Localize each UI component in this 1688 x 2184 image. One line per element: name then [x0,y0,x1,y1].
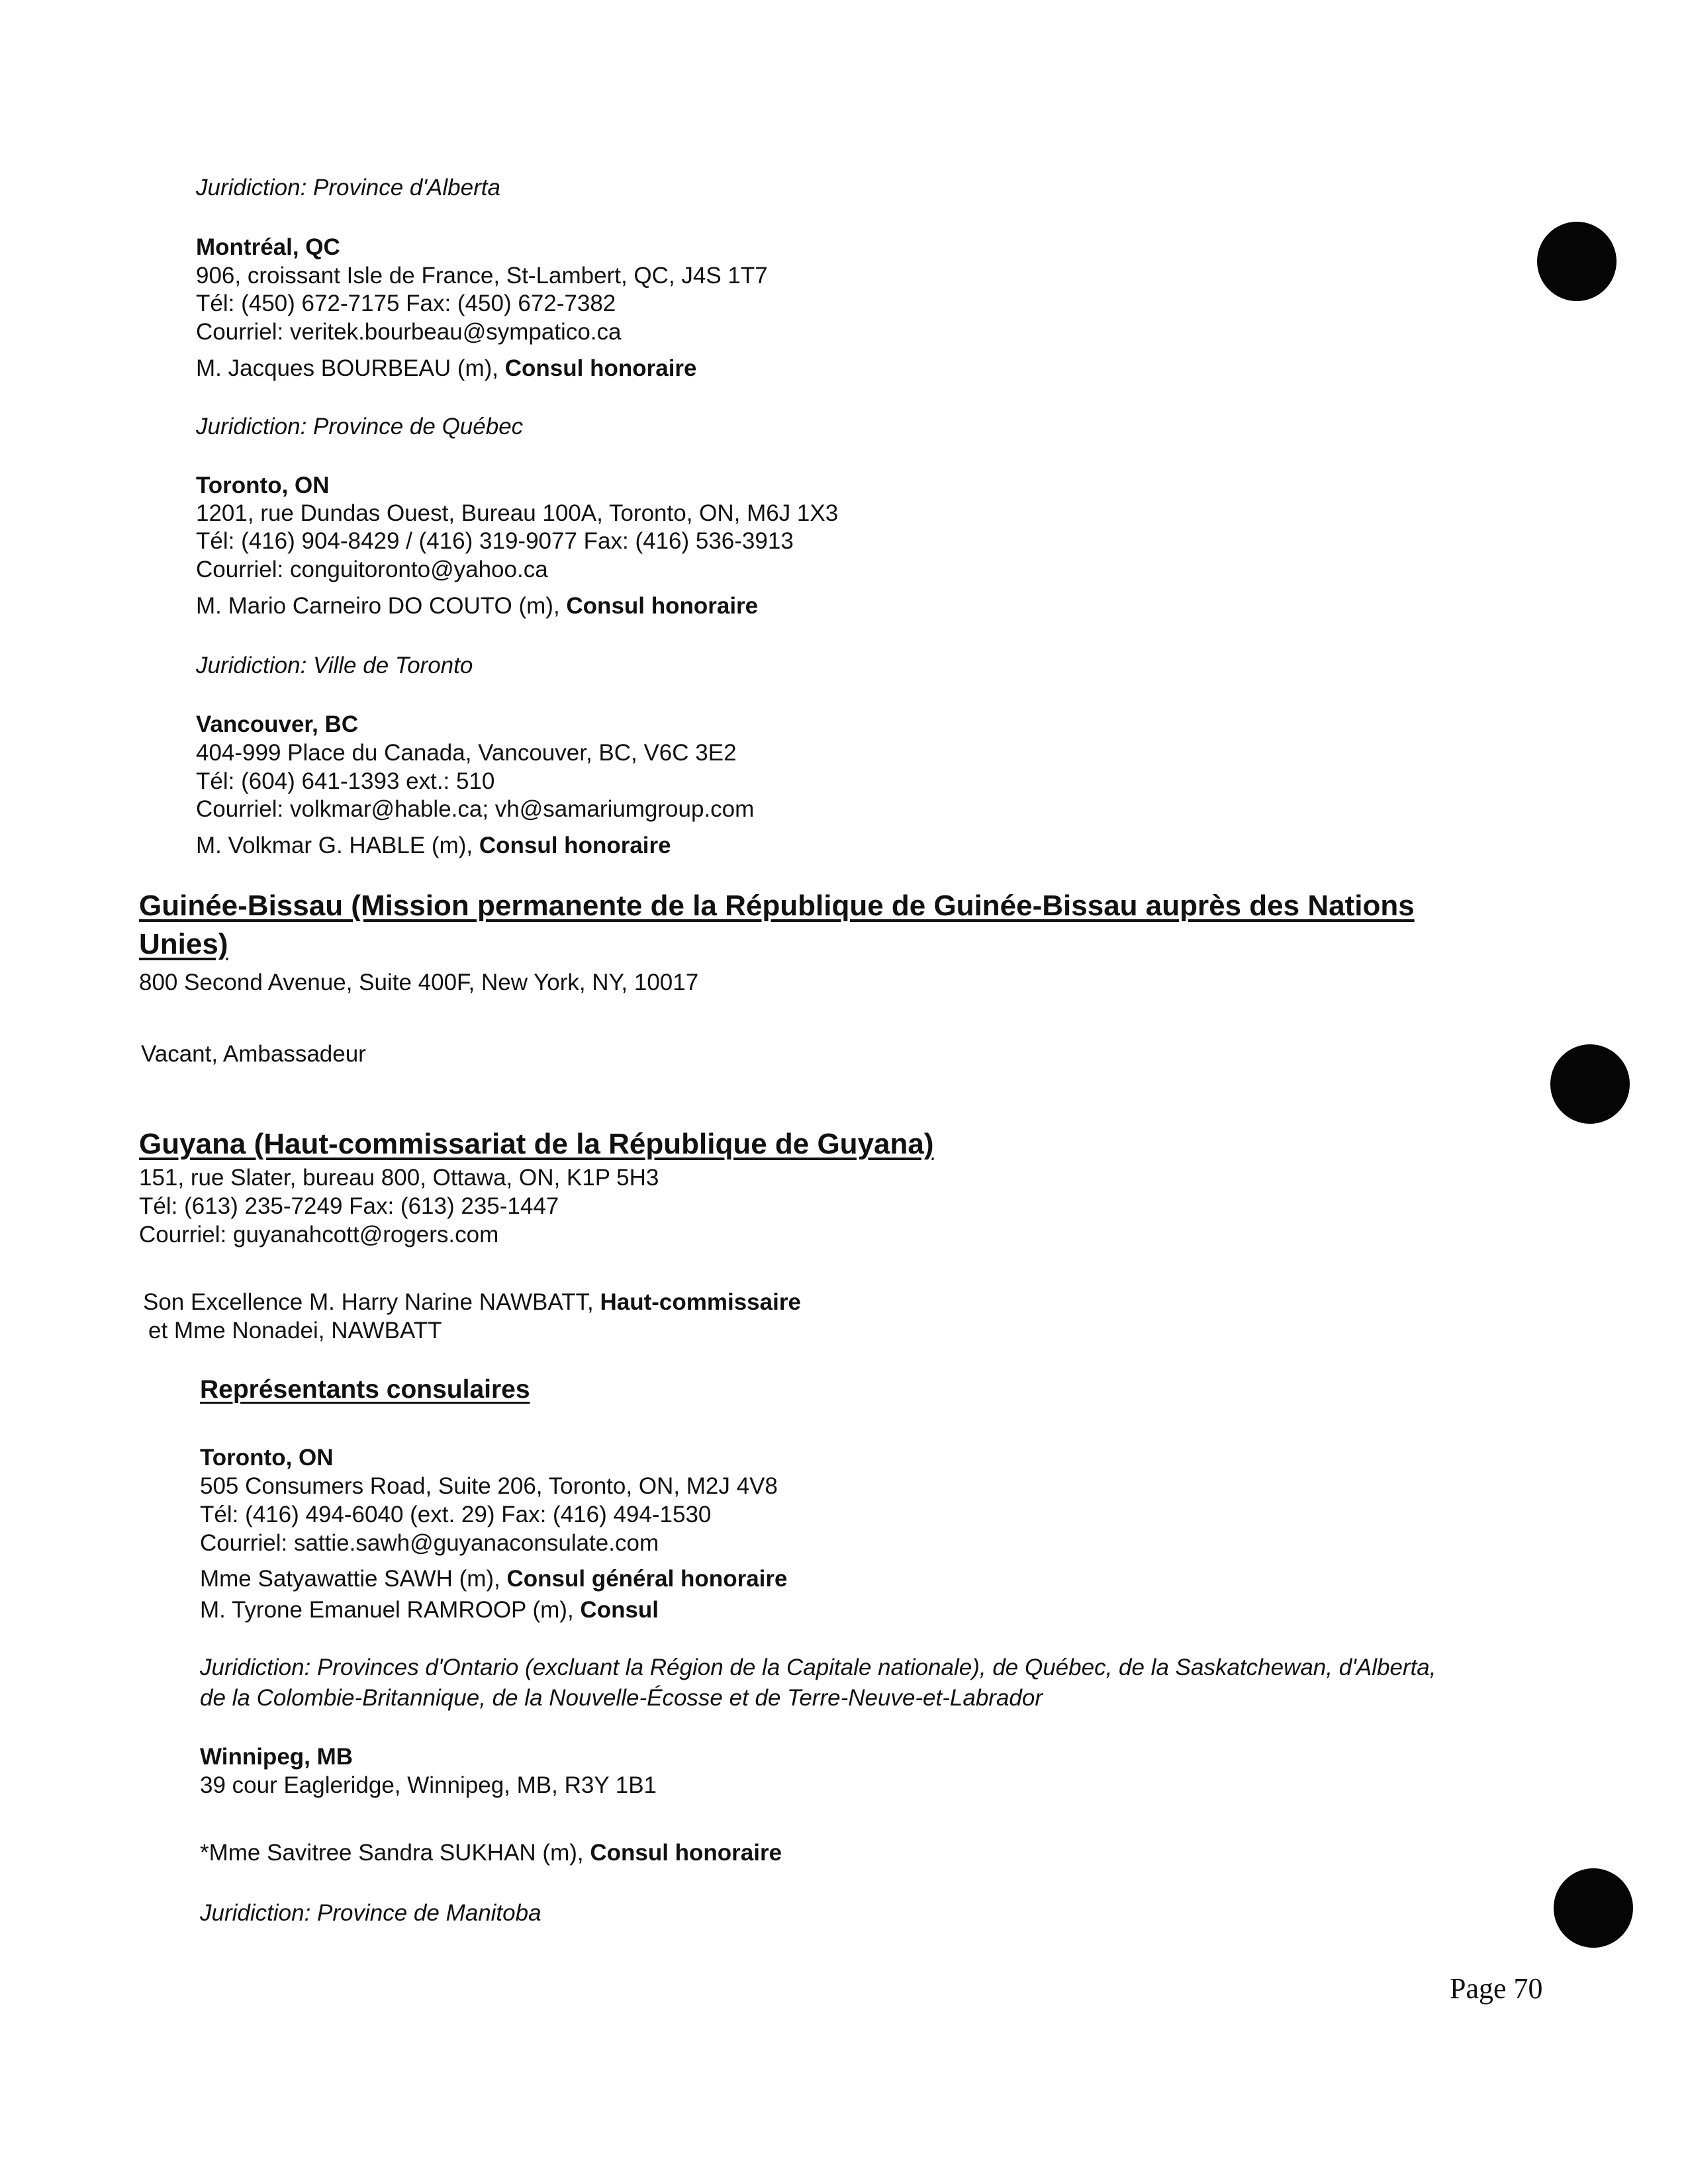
heading-consular-representatives: Représentants consulaires [200,1375,530,1404]
address-toronto-gb: 1201, rue Dundas Ouest, Bureau 100A, Toronto, ON, M6J 1X3 [196,500,839,526]
jurisdiction-toronto-gy: Juridiction: Provinces d'Ontario (excluant la Région de la Capitale nationale), de Québec, de la Saskatchewan, d'Alberta, [200,1655,1436,1680]
person-name: M. Tyrone Emanuel RAMROOP (m), [200,1597,581,1623]
email-montreal: Courriel: veritek.bourbeau@sympatico.ca [196,319,622,345]
phone-montreal: Tél: (450) 672-7175 Fax: (450) 672-7382 [196,291,616,316]
phone-toronto-gb: Tél: (416) 904-8429 / (416) 319-9077 Fax: (416) 536-3913 [196,528,794,554]
jurisdiction-alberta: Juridiction: Province d'Alberta [196,175,500,201]
person-toronto-gy-2 [200,1598,659,1621]
page-number: Page 70 [1450,1972,1543,2005]
person-title: Consul honoraire [504,355,697,381]
punch-hole-top [1537,222,1617,301]
person-name: M. Mario Carneiro DO COUTO (m), [196,593,567,619]
address-guinee-bissau: 800 Second Avenue, Suite 400F, New York, NY, 10017 [139,970,699,995]
city-toronto-gb: Toronto, ON [196,473,330,498]
person-title: Consul honoraire [590,1840,782,1866]
person-title: Consul honoraire [479,833,671,858]
person-name: *Mme Savitree Sandra SUKHAN (m), [200,1840,590,1866]
city-toronto-gy: Toronto, ON [200,1445,334,1471]
person-title: Consul général honoraire [506,1566,788,1592]
heading-guinee-bissau: Guinée-Bissau (Mission permanente de la République de Guinée-Bissau auprès des Nations [139,889,1415,922]
spouse-guyana: et Mme Nonadei, NAWBATT [148,1318,442,1343]
email-toronto-gy: Courriel: sattie.sawh@guyanaconsulate.com [200,1530,659,1556]
city-winnipeg: Winnipeg, MB [200,1744,353,1770]
person-winnipeg [200,1841,782,1864]
address-vancouver: 404-999 Place du Canada, Vancouver, BC, V6C 3E2 [196,740,737,766]
ambassador-guinee-bissau: Vacant, Ambassadeur [141,1041,366,1067]
person-vancouver [196,834,671,857]
jurisdiction-toronto-gb: Juridiction: Ville de Toronto [196,653,473,678]
email-vancouver: Courriel: volkmar@hable.ca; vh@samariumgroup.com [196,796,755,822]
phone-toronto-gy: Tél: (416) 494-6040 (ext. 29) Fax: (416) 494-1530 [200,1502,712,1527]
email-guyana: Courriel: guyanahcott@rogers.com [139,1222,499,1248]
phone-vancouver: Tél: (604) 641-1393 ext.: 510 [196,768,495,794]
jurisdiction-montreal: Juridiction: Province de Québec [196,414,524,439]
person-toronto-gb [196,594,758,617]
person-montreal [196,357,697,380]
punch-hole-bottom [1554,1868,1633,1948]
phone-guyana: Tél: (613) 235-7249 Fax: (613) 235-1447 [139,1193,559,1219]
person-toronto-gy-1 [200,1567,787,1590]
person-name: M. Volkmar G. HABLE (m), [196,833,479,858]
person-title: Consul [580,1597,659,1623]
person-title: Haut-commissaire [600,1289,801,1315]
address-toronto-gy: 505 Consumers Road, Suite 206, Toronto, ON, M2J 4V8 [200,1473,778,1499]
address-guyana: 151, rue Slater, bureau 800, Ottawa, ON, K1P 5H3 [139,1165,659,1191]
head-of-mission-guyana [143,1291,801,1314]
jurisdiction-toronto-gy-cont: de la Colombie-Britannique, de la Nouvelle-Écosse et de Terre-Neuve-et-Labrador [200,1685,1043,1711]
person-name: M. Jacques BOURBEAU (m), [196,355,505,381]
address-montreal: 906, croissant Isle de France, St-Lambert, QC, J4S 1T7 [196,263,768,289]
person-title: Consul honoraire [566,593,759,619]
heading-guyana: Guyana (Haut-commissariat de la République de Guyana) [139,1128,934,1160]
city-vancouver: Vancouver, BC [196,711,359,737]
heading-guinee-bissau-cont: Unies) [139,928,228,960]
city-montreal: Montréal, QC [196,234,340,260]
jurisdiction-winnipeg: Juridiction: Province de Manitoba [200,1900,541,1926]
punch-hole-middle [1550,1044,1630,1124]
person-name: Mme Satyawattie SAWH (m), [200,1566,507,1592]
email-toronto-gb: Courriel: conguitoronto@yahoo.ca [196,557,548,582]
address-winnipeg: 39 cour Eagleridge, Winnipeg, MB, R3Y 1B1 [200,1772,657,1798]
person-name: Son Excellence M. Harry Narine NAWBATT, [143,1289,600,1315]
